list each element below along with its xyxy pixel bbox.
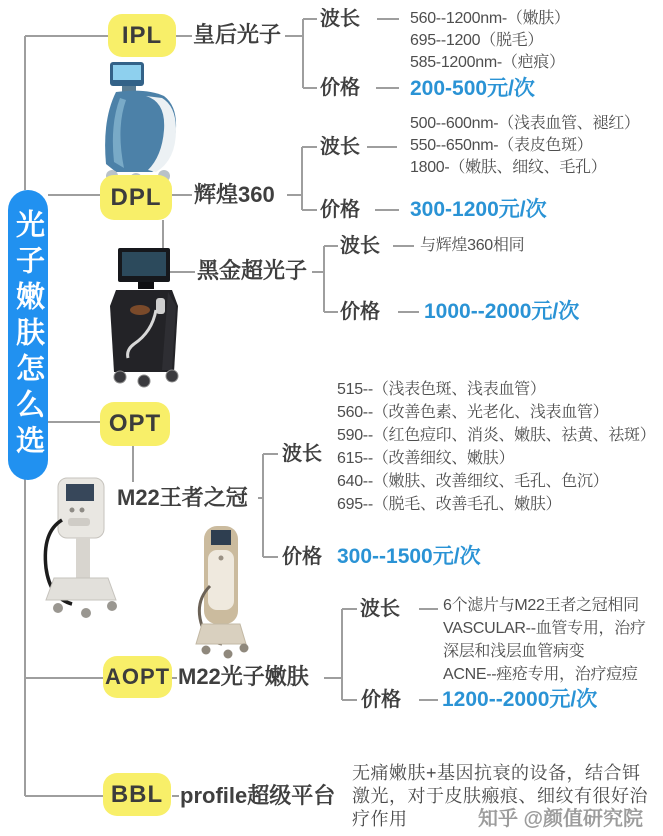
wavelength-values-ipl: 560--1200nm-（嫩肤） 695--1200（脱毛） 585-1200nm-（疤痕） <box>410 10 570 71</box>
device-name-huanghou: 皇后光子 <box>193 22 282 47</box>
branch-pill-aopt-label: AOPT <box>104 664 171 689</box>
price-value-dpl: 300-1200元/次 <box>410 198 547 221</box>
device-name-profile: profile超级平台 <box>180 783 336 808</box>
price-label-dpl: 价格 <box>320 199 360 221</box>
wavelength-label-opt: 波长 <box>282 443 322 465</box>
m22-king-device-photo <box>24 474 128 626</box>
branch-pill-dpl <box>100 175 172 220</box>
device-name-huihuang360: 辉煌360 <box>194 182 275 207</box>
root-title: 光子嫩肤怎么选 <box>12 209 44 461</box>
branch-pill-ipl-label: IPL <box>121 21 163 49</box>
wavelength-values-opt: 515--（浅表色斑、浅表血管） 560--（改善色素、光老化、浅表血管） 590--（红色痘印、消炎、嫩肤、祛黄、祛斑） 615--（改善细纹、嫩肤） 640--（嫩肤、改善细纹、毛孔、色沉） 695--（脱毛、改善毛孔、嫩肤） <box>337 381 656 513</box>
branch-pill-bbl <box>103 773 171 816</box>
branch-pill-opt-label: OPT <box>108 410 162 437</box>
m22-photon-device-photo <box>180 524 260 660</box>
branch-pill-opt <box>100 402 170 446</box>
branch-pill-dpl-label: DPL <box>110 183 162 211</box>
dpl-device-photo <box>88 246 198 388</box>
branch-pill-bbl-label: BBL <box>110 780 164 808</box>
price-value-opt: 300--1500元/次 <box>337 545 481 568</box>
wavelength-values-aopt: 6个滤片与M22王者之冠相同 VASCULAR--血管专用，治疗 深层和浅层血管病变 ACNE--痤疮专用，治疗痘痘 <box>443 597 646 683</box>
device-name-heijin: 黑金超光子 <box>197 258 308 283</box>
watermark-text: 知乎 @颜值研究院 <box>478 808 644 830</box>
device-name-m22photon: M22光子嫩肤 <box>178 664 309 689</box>
price-label-opt: 价格 <box>282 546 322 568</box>
wavelength-label-ipl: 波长 <box>320 8 360 30</box>
wavelength-label-dpl: 波长 <box>320 136 360 158</box>
root-node <box>8 190 48 480</box>
wavelength-label-heijin: 波长 <box>340 235 380 257</box>
wavelength-label-aopt: 波长 <box>360 598 400 620</box>
price-label-aopt: 价格 <box>361 689 401 711</box>
price-value-aopt: 1200--2000元/次 <box>442 688 598 711</box>
price-value-ipl: 200-500元/次 <box>410 77 535 100</box>
price-label-ipl: 价格 <box>320 77 360 99</box>
device-name-m22king: M22王者之冠 <box>117 485 248 510</box>
ipl-device-photo <box>86 58 194 184</box>
wavelength-values-dpl: 500--600nm-（浅表血管、褪红） 550--650nm-（表皮色斑） 1800-（嫩肤、细纹、毛孔） <box>410 115 640 176</box>
bbl-description: 无痛嫩肤+基因抗衰的设备，结合铒 激光，对于皮肤瘢痕、细纹有很好治 疗作用 <box>352 763 648 829</box>
branch-pill-ipl <box>108 14 176 57</box>
price-value-heijin: 1000--2000元/次 <box>424 300 580 323</box>
wavelength-values-heijin: 与辉煌360相同 <box>420 237 525 254</box>
price-label-heijin: 价格 <box>340 301 380 323</box>
branch-pill-aopt <box>103 656 172 698</box>
